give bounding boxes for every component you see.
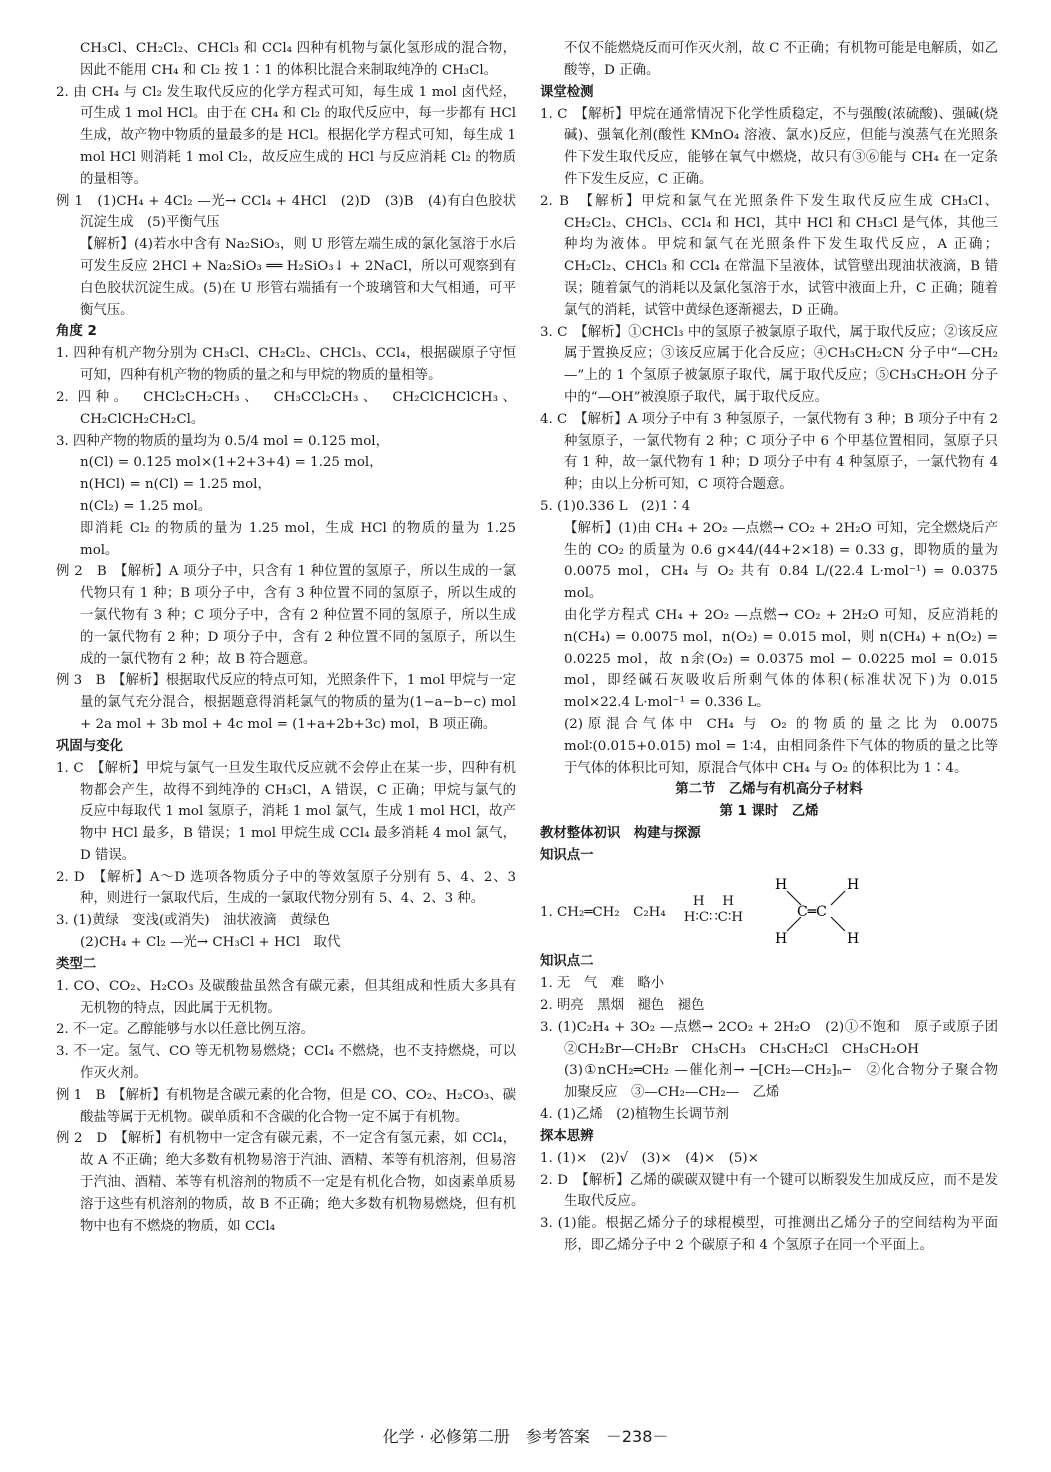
answer-paragraph: 1. (1)× (2)√ (3)× (4)× (5)× <box>540 1150 759 1166</box>
answer-paragraph: 3. 不一定。氢气、CO 等无机物易燃烧；CCl₄ 不燃烧，也不支持燃烧，可以作灭火剂。 <box>56 1044 516 1082</box>
answer-paragraph: 1. 四种有机产物分别为 CH₃Cl、CH₂Cl₂、CHCl₃、CCl₄，根据碳原子守恒可知，四种有机产物的物质的量之和与甲烷的物质的量相等。 <box>56 346 516 384</box>
section-heading: 角度 2 <box>56 324 97 340</box>
section-heading: 知识点二 <box>540 954 594 970</box>
answer-paragraph: 2. D 【解析】乙烯的碳碳双键中有一个键可以断裂发生加成反应，而不是发生取代反应。 <box>540 1172 998 1210</box>
answer-paragraph: 例 2 B 【解析】A 项分子中，只含有 1 种位置的氢原子，所以生成的一氯代物只有 1 种；B 项分子中，含有 3 种位置不同的氢原子，所以生成的一氯代物有 3 种；C 项分子中，含有 2 种位置不同的氢原子，所以生成的一氯代物有 2 种；D 项分子中，含有 2 种位置不同的氢原子，所以生成的一氯代物有 2 种；故 B 符合题意。 <box>56 564 516 667</box>
struct-h-top-left: H <box>775 877 788 894</box>
chapter-heading: 第二节 乙烯与有机高分子材料 <box>675 782 863 798</box>
answer-paragraph: 例 2 D 【解析】有机物中一定含有碳元素，不一定含有氢元素，如 CCl₄，故 A 不正确；绝大多数有机物易溶于汽油、酒精、苯等有机溶剂，但易溶于汽油、酒精、苯等有机溶剂的物质不一定是有机化合物，如卤素单质易溶于这些有机溶剂的物质，故 B 不正确；绝大多数有机物易燃烧，但有机物中也有不燃烧的物质，如 CCl₄ <box>56 1131 516 1234</box>
answer-paragraph: 例 1 (1)CH₄ + 4Cl₂ —光→ CCl₄ + 4HCl (2)D (3)B (4)有白色胶状沉淀生成 (5)平衡气压 <box>56 193 516 231</box>
answer-paragraph: n(Cl₂) = 1.25 mol。 <box>80 498 212 514</box>
section-heading: 知识点一 <box>540 848 594 864</box>
answer-paragraph: 4. (1)乙烯 (2)植物生长调节剂 <box>540 1107 729 1123</box>
section-heading: 类型二 <box>56 956 97 972</box>
answer-paragraph: 5. (1)0.336 L (2)1∶4 <box>540 498 691 514</box>
electron-formula-top-h: H H <box>692 894 734 910</box>
answer-paragraph: 2. 由 CH₄ 与 Cl₂ 发生取代反应的化学方程式可知，每生成 1 mol 卤代烃，可生成 1 mol HCl。由于在 CH₄ 和 Cl₂ 的取代反应中，每一步都有 HCl 生成，故产物中物质的量最多的是 HCl。根据化学方程式可知，每生成 1 mol HCl 则消耗 1 mol Cl₂，故反应生成的 HCl 与反应消耗 Cl₂ 的物质的量相等。 <box>56 84 516 187</box>
answer-paragraph: n(HCl) = n(Cl) = 1.25 mol， <box>80 477 271 493</box>
chapter-heading: 第 1 课时 乙烯 <box>719 804 819 820</box>
answer-paragraph: (2)原混合气体中 CH₄ 与 O₂ 的物质的量之比为 0.0075 mol∶(0.015+0.015) mol = 1∶4，由相同条件下气体的物质的量之比等于气体的体积比可知，原混合气体中 CH₄ 与 O₂ 的体积比为 1∶4。 <box>564 716 998 776</box>
electron-formula-main: H∶C∷C∶H <box>683 910 744 926</box>
answer-paragraph: 【解析】(4)若水中含有 Na₂SiO₃，则 U 形管左端生成的氯化氢溶于水后可发生反应 2HCl + Na₂SiO₃ ══ H₂SiO₃↓ + 2NaCl，所以可观察到有白色胶状沉淀生成。(5)在 U 形管右端插有一个玻璃管和大气相通，可平衡气压。 <box>80 237 516 318</box>
answer-paragraph: 3. (1)能。根据乙烯分子的球棍模型，可推测出乙烯分子的空间结构为平面形，即乙烯分子中 2 个碳原子和 4 个氢原子在同一个平面上。 <box>540 1216 998 1254</box>
ethylene-structures <box>540 873 998 947</box>
answer-paragraph: CH₃Cl、CH₂Cl₂、CHCl₃ 和 CCl₄ 四种有机物与氯化氢形成的混合物，因此不能用 CH₄ 和 Cl₂ 按 1∶1 的体积比混合来制取纯净的 CH₃Cl。 <box>80 41 516 78</box>
struct-h-bottom-left: H <box>775 931 788 948</box>
section-heading: 探本思辨 <box>540 1128 594 1144</box>
answer-paragraph: 2. 不一定。乙醇能够与水以任意比例互溶。 <box>56 1022 315 1038</box>
page-footer: 化学 · 必修第二册 参考答案 －238－ <box>382 1427 669 1446</box>
answer-paragraph: n(Cl) = 0.125 mol×(1+2+3+4) = 1.25 mol， <box>80 455 383 471</box>
section-heading: 教材整体初识 构建与探源 <box>540 826 701 842</box>
answer-paragraph: 3. (1)黄绿 变浅(或消失) 油状液滴 黄绿色 <box>56 913 331 929</box>
answer-paragraph: 1. C 【解析】甲烷与氯气一旦发生取代反应就不会停止在某一步，四种有机物都会产生，故得不到纯净的 CH₃Cl，A 错误，C 正确；甲烷与氯气的反应中每取代 1 mol 氢原子，消耗 1 mol 氯气，生成 1 mol HCl，故产物中 HCl 最多，B 错误；1 mol 甲烷生成 CCl₄ 最多消耗 4 mol 氯气，D 错误。 <box>56 760 516 863</box>
struct-c-double-c: C═C <box>797 904 827 921</box>
answer-paragraph: 【解析】(1)由 CH₄ + 2O₂ —点燃→ CO₂ + 2H₂O 可知，完全燃烧后产生的 CO₂ 的质量为 0.6 g×44/(44+2×18) = 0.33 g，即物质的量为 0.0075 mol，CH₄ 与 O₂ 共有 0.84 L/(22.4 L·mol⁻¹) = 0.0375 mol。 <box>564 520 998 602</box>
ethylene-structural-formula <box>761 873 871 947</box>
answer-paragraph: 4. C 【解析】A 项分子中有 3 种氢原子，一氯代物有 3 种；B 项分子中有 2 种氢原子，一氯代物有 2 种；C 项分子中 6 个甲基位置相同，氢原子只有 1 种，故一氯代物有 1 种；D 项分子中有 4 种氢原子，一氯代物有 4 种；由以上分析可知，C 项符合题意。 <box>540 411 998 493</box>
answer-paragraph: (2)CH₄ + Cl₂ —光→ CH₃Cl + HCl 取代 <box>80 935 341 951</box>
answer-paragraph: 2. B 【解析】甲烷和氯气在光照条件下发生取代反应生成 CH₃Cl、CH₂Cl₂、CHCl₃、CCl₄ 和 HCl，其中 HCl 和 CH₃Cl 是气体，其他三种均为液体。甲烷和氯气在光照条件下发生取代反应，A 正确；CH₂Cl₂、CHCl₃ 和 CCl₄ 在常温下呈液体，试管壁出现油状液滴，B 错误；随着氯气的消耗以及氯化氢溶于水，试管中液面上升，C 正确；随着氯气的消耗，试管中黄绿色逐渐褪去，D 正确。 <box>540 193 998 318</box>
answer-paragraph: 2. 明亮 黑烟 褪色 褪色 <box>540 998 705 1014</box>
answer-paragraph: (3)①nCH₂═CH₂ —催化剂→ ─[CH₂—CH₂]ₙ─ ②化合物分子聚合物 加聚反应 ③—CH₂—CH₂— 乙烯 <box>564 1063 1012 1101</box>
electron-formula <box>684 894 743 926</box>
answer-paragraph: 例 1 B 【解析】有机物是含碳元素的化合物，但是 CO、CO₂、H₂CO₃、碳酸盐等属于无机物。碳单质和不含碳的化合物一定不属于有机物。 <box>56 1087 516 1125</box>
answer-paragraph: 2. D 【解析】A～D 选项各物质分子中的等效氢原子分别有 5、4、2、3 种，则进行一氯取代后，生成的一氯取代物分别有 5、4、2、3 种。 <box>56 869 516 907</box>
answer-paragraph: 1. 无 气 难 略小 <box>540 976 665 992</box>
ethylene-formula: 1. CH₂═CH₂ C₂H₄ <box>540 904 666 920</box>
right-column <box>540 38 1012 1257</box>
answer-paragraph: 不仅不能燃烧反而可作灭火剂，故 C 不正确；有机物可能是电解质，如乙酸等，D 正确。 <box>564 41 998 78</box>
answer-paragraph: 2. 四种。 CHCl₂CH₂CH₃、 CH₃CCl₂CH₃、 CH₂ClCHClCH₃、CH₂ClCH₂CH₂Cl。 <box>56 389 516 427</box>
answer-paragraph: 3. (1)C₂H₄ + 3O₂ —点燃→ 2CO₂ + 2H₂O (2)①不饱和 原子或原子团 ②CH₂Br—CH₂Br CH₃CH₃ CH₃CH₂Cl CH₃CH₂OH <box>540 1019 1012 1057</box>
section-heading: 巩固与变化 <box>56 738 123 754</box>
answer-paragraph: 3. C 【解析】①CHCl₃ 中的氢原子被氯原子取代，属于取代反应；②该反应属于置换反应；③该反应属于化合反应；④CH₃CH₂CN 分子中“—CH₂—”上的 1 个氢原子被氯原子取代，属于取代反应；⑤CH₃CH₂OH 分子中的“—OH”被溴原子取代，属于取代反应。 <box>540 324 998 405</box>
left-column <box>56 38 516 1237</box>
answer-paragraph: 1. C 【解析】甲烷在通常情况下化学性质稳定，不与强酸(浓硫酸)、强碱(烧碱)、强氧化剂(酸性 KMnO₄ 溶液、氯水)反应，但能与溴蒸气在光照条件下发生取代反应，能够在氧气中燃烧，故只有③⑥能与 CH₄ 在一定条件下发生反应，C 正确。 <box>540 106 998 187</box>
answer-paragraph: 由化学方程式 CH₄ + 2O₂ —点燃→ CO₂ + 2H₂O 可知，反应消耗的 n(CH₄) = 0.0075 mol，n(O₂) = 0.015 mol，则 n(CH₄) + n(O₂) = 0.0225 mol，故 n余(O₂) = 0.0375 mol − 0.0225 mol = 0.015 mol，即经碱石灰吸收后所剩气体的体积(标准状况下)为 0.015 mol×22.4 L·mol⁻¹ = 0.336 L。 <box>564 607 998 711</box>
section-heading: 课堂检测 <box>540 84 594 100</box>
answer-paragraph: 例 3 B 【解析】根据取代反应的特点可知，光照条件下，1 mol 甲烷与一定量的氯气充分混合，根据题意得消耗氯气的物质的量为(1−a−b−c) mol + 2a mol + 3b mol + 4c mol = (1+a+2b+3c) mol，B 项正确。 <box>56 673 516 732</box>
answer-paragraph: 3. 四种产物的物质的量均为 0.5/4 mol = 0.125 mol， <box>56 433 389 449</box>
struct-h-top-right: H <box>847 877 860 894</box>
answer-paragraph: 1. CO、CO₂、H₂CO₃ 及碳酸盐虽然含有碳元素，但其组成和性质大多具有无机物的特点，因此属于无机物。 <box>56 978 516 1016</box>
answer-paragraph: 即消耗 Cl₂ 的物质的量为 1.25 mol，生成 HCl 的物质的量为 1.25 mol。 <box>80 520 516 558</box>
struct-h-bottom-right: H <box>847 931 860 948</box>
